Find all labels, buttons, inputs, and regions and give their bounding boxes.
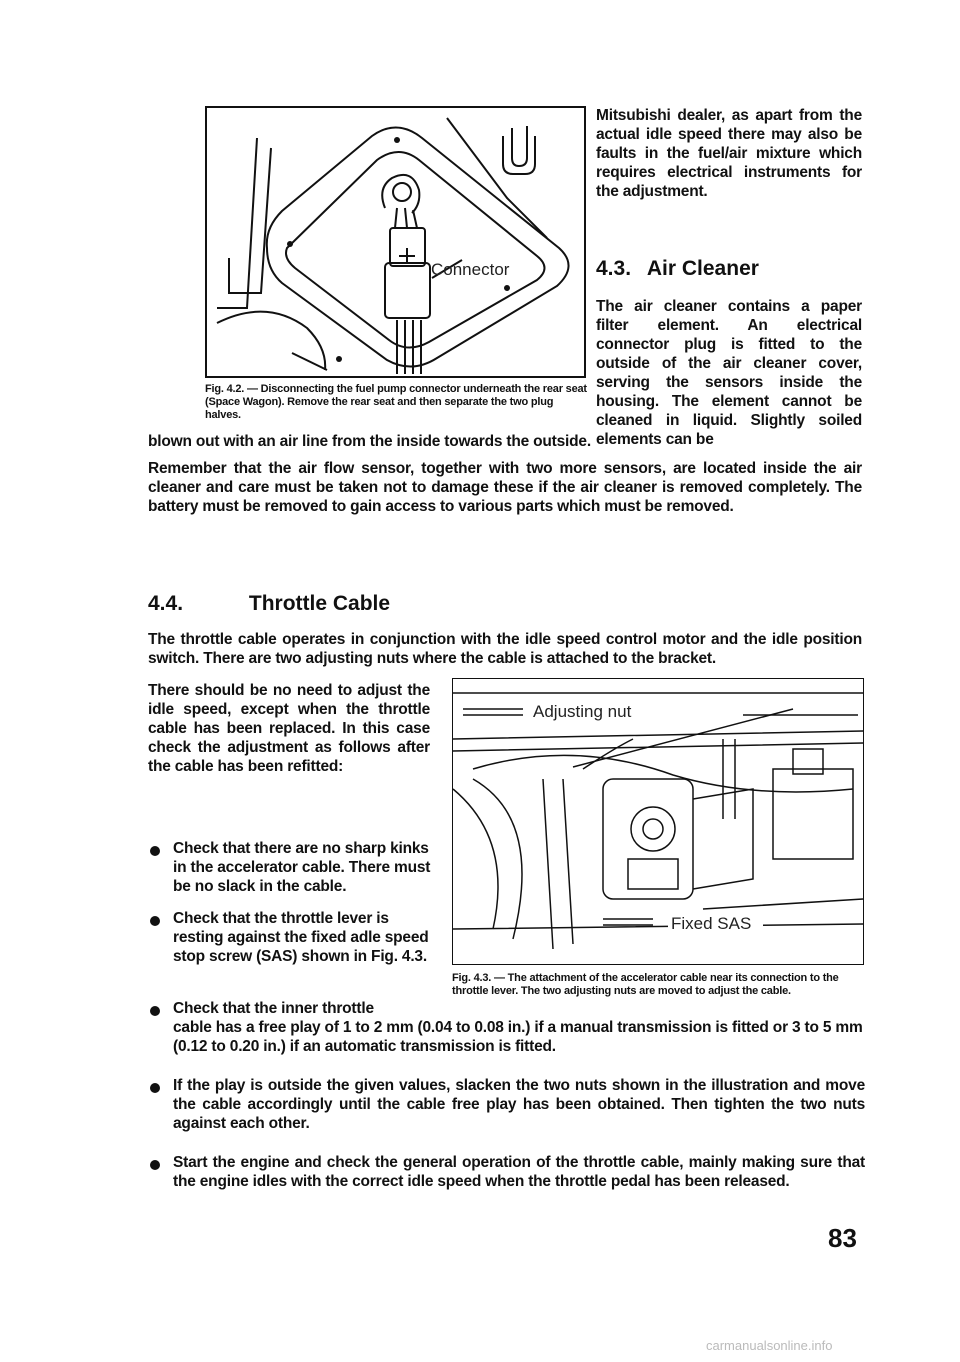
air-cleaner-paragraph: The air cleaner contains a paper filter element. An electrical connector plug is fitted to the outside of the air cleaner cover, serving the sensors inside the housing. The element cannot be cleaned in liquid. Slightly soiled elements can be [596,298,862,448]
section-title: Air Cleaner [646,257,759,280]
figure-4-2 [205,106,586,378]
fuel-pump-connector-illustration [207,108,584,376]
bullet-3-continuation: cable has a free play of 1 to 2 mm (0.04 to 0.08 in.) if a manual transmission is fitted or 3 to 5 mm (0.12 to 0.20 in.) if an automatic transmission is fitted. [173,1019,863,1055]
bullet-4-text: If the play is outside the given values, slacken the two nuts shown in the illustration and move the cable accordingly until the cable free play has been obtained. Then tighten the two nuts against each other. [173,1077,865,1132]
throttle-intro: The throttle cable operates in conjunction with the idle speed control motor and the idle position switch. There are two adjusting nuts where the cable is attached to the bracket. [148,631,862,667]
throttle-cable-illustration [453,679,863,964]
bullet-4 [150,1083,160,1093]
throttle-left-paragraph: There should be no need to adjust the idle speed, except when the throttle cable has been replaced. In this case check the adjustment as follows after the cable has been refitted: [148,682,430,775]
bullet-5 [150,1160,160,1170]
bullet-1-text: Check that there are no sharp kinks in the accelerator cable. There must be no slack in the cable. [173,840,431,895]
section-4-3-heading [596,257,862,281]
bullet-2-text: Check that the throttle lever is resting against the fixed adle speed stop screw (SAS) shown in Fig. 4.3. [173,910,429,965]
bullet-5-text: Start the engine and check the general operation of the throttle cable, mainly making sure that the engine idles with the correct idle speed when the throttle pedal has been released. [173,1154,865,1190]
connector-label: Connector [431,260,510,279]
section-number: 4.4. [148,592,184,615]
figure-4-2-caption: Fig. 4.2. — Disconnecting the fuel pump connector underneath the rear seat (Space Wagon). Remove the rear seat and then separate the two plug halves. [205,383,587,421]
air-cleaner-continuation: blown out with an air line from the inside towards the outside. [148,433,591,450]
page-number: 83 [828,1223,857,1253]
watermark: carmanualsonline.info [706,1338,833,1353]
dealer-paragraph: Mitsubishi dealer, as apart from the actual idle speed there may also be faults in the fuel/air mixture which requires electrical instruments for the adjustment. [596,107,862,200]
bullet-3 [150,1006,160,1016]
bullet-3-text: Check that the inner throttle [173,1000,374,1017]
air-cleaner-paragraph-2: Remember that the air flow sensor, together with two more sensors, are located inside the air cleaner and care must be taken not to damage these if the air cleaner is removed completely. The battery must be removed to gain access to various parts which must be removed. [148,460,862,515]
bullet-2 [150,916,160,926]
adjusting-nut-label: Adjusting nut [533,702,632,721]
section-title: Throttle Cable [248,592,391,615]
figure-4-3 [452,678,864,965]
bullet-1 [150,846,160,856]
section-4-4-heading [148,592,862,616]
section-number: 4.3. [596,257,632,280]
figure-4-3-caption: Fig. 4.3. — The attachment of the accelerator cable near its connection to the throttle lever. The two adjusting nuts are moved to adjust the cable. [452,972,839,997]
fixed-sas-label: Fixed SAS [671,914,752,933]
